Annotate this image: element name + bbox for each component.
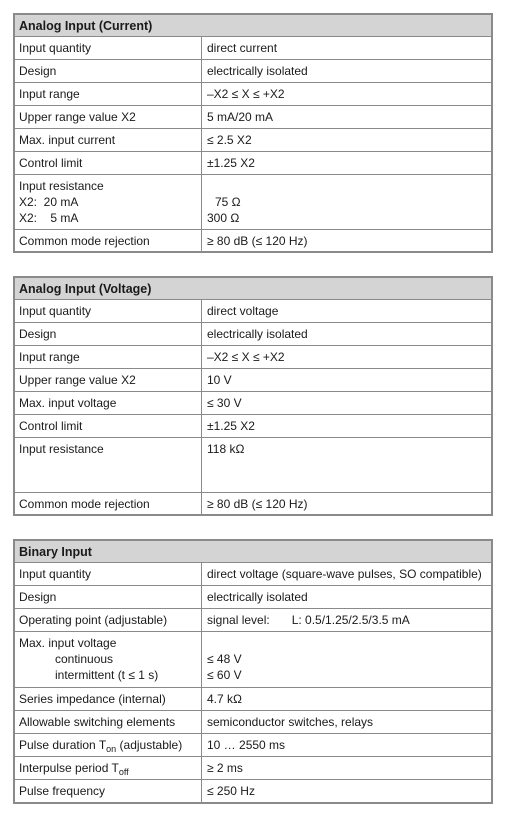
row-label: Input quantity [15, 300, 202, 322]
table-row [15, 60, 491, 83]
row-value: –X2 ≤ X ≤ +X2 [207, 87, 285, 101]
table-row [15, 780, 491, 802]
row-label: Control limit [15, 152, 202, 174]
row-value: direct voltage (square-wave pulses, SO compatible) [207, 567, 482, 581]
row-label: Common mode rejection [15, 493, 202, 514]
row-label: Control limit [15, 415, 202, 437]
table-row [15, 323, 491, 346]
row-label: Input resistance [19, 179, 104, 193]
row-value: semiconductor switches, relays [207, 715, 374, 729]
row-label-subscript: on [106, 744, 117, 754]
table-row [15, 392, 491, 415]
row-label: Design [15, 586, 202, 608]
row-label: Upper range value X2 [15, 369, 202, 391]
row-label: Input range [15, 83, 202, 105]
table-row [15, 175, 491, 230]
row-value: electrically isolated [207, 64, 308, 78]
row-label-group [15, 175, 202, 229]
table-row [15, 152, 491, 175]
row-label: Allowable switching elements [15, 711, 202, 733]
row-sublabel: X2: 5 mA [19, 211, 79, 225]
row-value: ≥ 80 dB (≤ 120 Hz) [207, 497, 308, 511]
row-label: Series impedance (internal) [15, 688, 202, 710]
row-sublabel: intermittent (t ≤ 1 s) [55, 668, 159, 682]
table-row [15, 83, 491, 106]
table-row [15, 230, 491, 251]
table-row [15, 369, 491, 392]
row-label: Input range [15, 346, 202, 368]
table-row [15, 415, 491, 438]
row-value: ≤ 2.5 X2 [207, 133, 252, 147]
table-row [15, 346, 491, 369]
row-value-group [202, 175, 491, 229]
row-label: Input resistance [15, 438, 202, 492]
table-row [15, 757, 491, 780]
table-title: Binary Input [15, 541, 491, 563]
row-value: 10 V [207, 373, 232, 387]
table-row [15, 586, 491, 609]
row-value: 300 Ω [207, 211, 240, 225]
row-value: direct current [207, 41, 278, 55]
table-row [15, 563, 491, 586]
table-title: Analog Input (Voltage) [15, 278, 491, 300]
row-label: Common mode rejection [15, 230, 202, 251]
row-value: electrically isolated [207, 327, 308, 341]
analog-input-voltage-table [13, 276, 493, 516]
table-row [15, 688, 491, 711]
binary-input-table [13, 539, 493, 804]
row-value: ±1.25 X2 [207, 156, 255, 170]
row-label: Input quantity [15, 37, 202, 59]
row-label: Design [15, 323, 202, 345]
table-row [15, 106, 491, 129]
row-value: direct voltage [207, 304, 279, 318]
row-label: Max. input current [15, 129, 202, 151]
row-value-group [202, 609, 491, 631]
row-value: L: 0.5/1.25/2.5/3.5 mA [291, 613, 410, 627]
row-label: Operating point (adjustable) [15, 609, 202, 631]
row-value: ±1.25 X2 [207, 419, 255, 433]
row-label: Pulse duration T [19, 738, 107, 752]
row-label: Pulse frequency [15, 780, 202, 802]
table-title: Analog Input (Current) [15, 15, 491, 37]
row-value: ≥ 2 ms [207, 761, 243, 775]
row-label-group [15, 632, 202, 687]
row-value: 75 Ω [215, 195, 241, 209]
row-value: 4.7 kΩ [207, 692, 242, 706]
table-row [15, 632, 491, 688]
row-label-subscript: off [118, 767, 129, 777]
row-label: Upper range value X2 [15, 106, 202, 128]
row-value: ≤ 48 V [207, 652, 242, 666]
row-value: ≤ 30 V [207, 396, 242, 410]
row-value: ≥ 80 dB (≤ 120 Hz) [207, 234, 308, 248]
table-row [15, 493, 491, 514]
table-row [15, 37, 491, 60]
row-label: Design [15, 60, 202, 82]
table-row [15, 711, 491, 734]
row-label: Max. input voltage [19, 636, 117, 650]
row-value: 10 … 2550 ms [207, 738, 286, 752]
table-row [15, 609, 491, 632]
table-row [15, 438, 491, 493]
row-value: ≤ 60 V [207, 668, 242, 682]
table-row [15, 734, 491, 757]
table-row [15, 129, 491, 152]
row-value: 5 mA/20 mA [207, 110, 274, 124]
row-sublabel: continuous [55, 652, 114, 666]
row-label: Max. input voltage [15, 392, 202, 414]
row-value: signal level: [207, 613, 270, 627]
row-value-group [202, 632, 491, 687]
row-label: Input quantity [15, 563, 202, 585]
analog-input-current-table [13, 13, 493, 253]
row-label-group [15, 734, 202, 756]
row-label: (adjustable) [116, 738, 183, 752]
row-value: ≤ 250 Hz [207, 784, 255, 798]
row-label: Interpulse period T [19, 761, 119, 775]
row-label-group [15, 757, 202, 779]
row-value: electrically isolated [207, 590, 308, 604]
row-sublabel: X2: 20 mA [19, 195, 79, 209]
table-row [15, 300, 491, 323]
row-value: 118 kΩ [207, 442, 245, 456]
row-value: –X2 ≤ X ≤ +X2 [207, 350, 285, 364]
